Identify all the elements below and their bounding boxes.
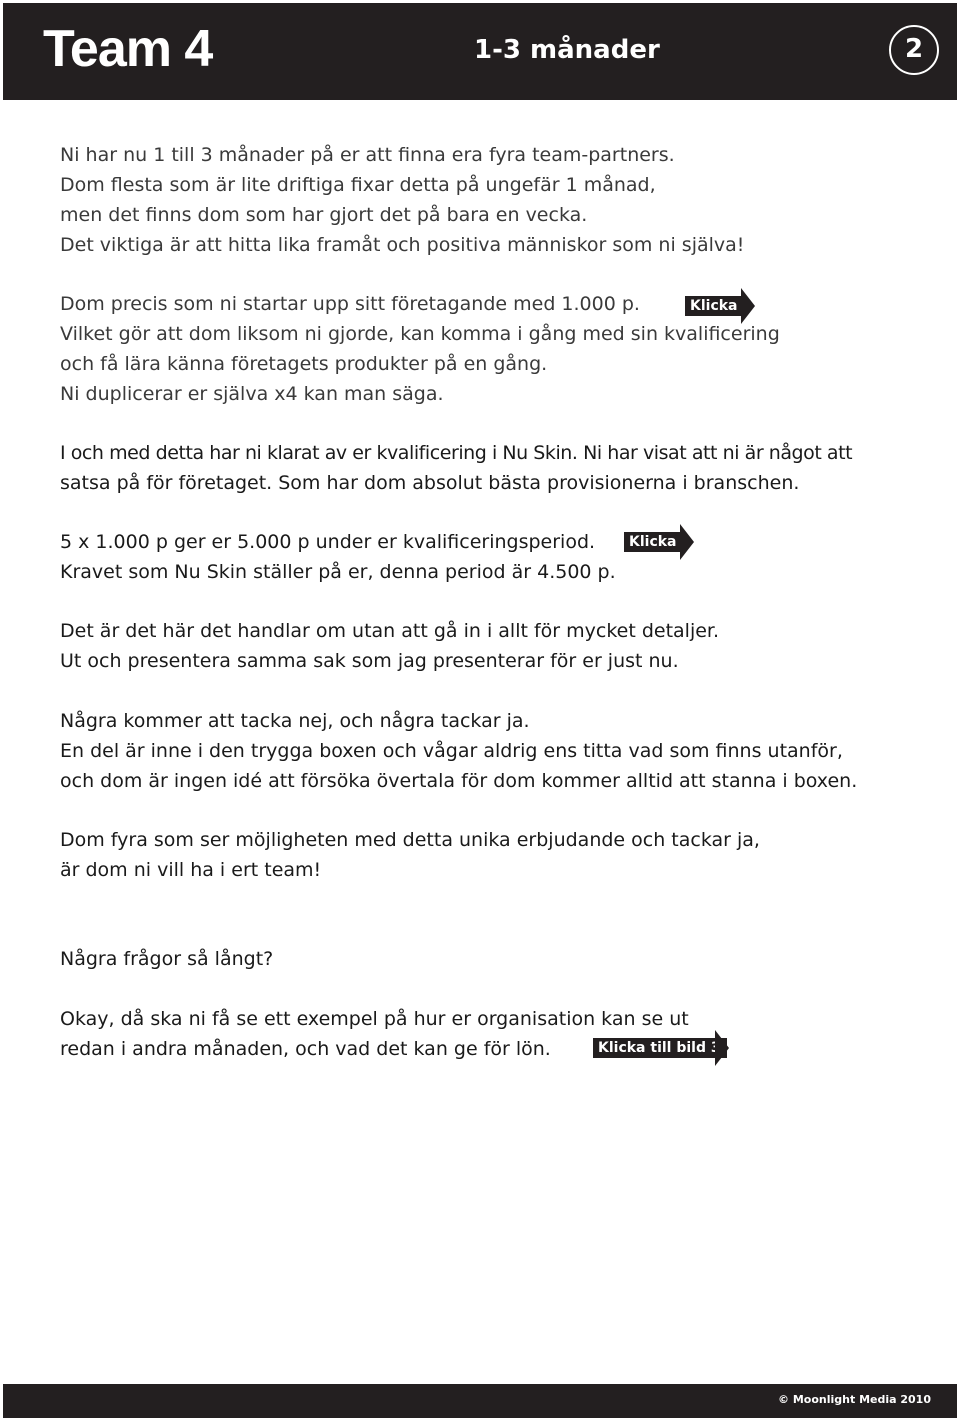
page-number-badge: 2 (889, 25, 939, 75)
page-title: Team 4 (43, 20, 213, 78)
arrow-right-icon (741, 288, 755, 324)
text-line: Okay, då ska ni få se ett exempel på hur er organisation kan se ut (60, 1008, 689, 1030)
paragraph-details (60, 616, 719, 676)
text-line: Ni duplicerar er själva x4 kan man säga. (60, 383, 444, 405)
text-line: Dom flesta som är lite driftiga fixar detta på ungefär 1 månad, (60, 174, 656, 196)
page-subtitle: 1-3 månader (474, 35, 660, 65)
text-line: Dom fyra som ser möjligheten med detta unika erbjudande och tackar ja, (60, 829, 760, 851)
paragraph-qualification (60, 438, 852, 498)
text-line: men det finns dom som har gjort det på bara en vecka. (60, 204, 588, 226)
footer-bar (3, 1384, 957, 1418)
paragraph-questions (60, 944, 273, 974)
text-line: 5 x 1.000 p ger er 5.000 p under er kvalificeringsperiod. (60, 531, 596, 553)
text-line: En del är inne i den trygga boxen och vågar aldrig ens titta vad som finns utanför, (60, 740, 843, 762)
paragraph-team (60, 825, 760, 885)
paragraph-box (60, 706, 857, 796)
text-line: och dom är ingen idé att försöka övertala för dom kommer alltid att stanna i boxen. (60, 770, 858, 792)
text-line: är dom ni vill ha i ert team! (60, 859, 322, 881)
arrow-right-icon (715, 1030, 729, 1066)
text-line: Vilket gör att dom liksom ni gjorde, kan komma i gång med sin kvalificering (60, 323, 780, 345)
text-line: Några frågor så långt? (60, 948, 274, 970)
click-marker-label: Klicka (624, 532, 681, 552)
text-line: I och med detta har ni klarat av er kvalificering i Nu Skin. Ni har visat att ni är något att (60, 442, 853, 464)
paragraph-startup (60, 289, 780, 409)
text-line: satsa på för företaget. Som har dom absolut bästa provisionerna i branschen. (60, 472, 800, 494)
paragraph-intro (60, 140, 744, 260)
arrow-right-icon (680, 524, 694, 560)
text-line: Ni har nu 1 till 3 månader på er att finna era fyra team-partners. (60, 144, 675, 166)
header-bar (3, 3, 957, 100)
paragraph-points (60, 527, 616, 587)
text-line: Kravet som Nu Skin ställer på er, denna period är 4.500 p. (60, 561, 616, 583)
text-line: och få lära känna företagets produkter på en gång. (60, 353, 548, 375)
copyright-text: © Moonlight Media 2010 (778, 1393, 931, 1406)
text-line: Dom precis som ni startar upp sitt företagande med 1.000 p. (60, 293, 640, 315)
click-marker-label: Klicka (685, 296, 742, 316)
text-line: Några kommer att tacka nej, och några tackar ja. (60, 710, 530, 732)
text-line: redan i andra månaden, och vad det kan ge för lön. (60, 1038, 551, 1060)
text-line: Det viktiga är att hitta lika framåt och positiva människor som ni själva! (60, 234, 745, 256)
click-marker-label: Klicka till bild 3 (593, 1038, 727, 1058)
text-line: Ut och presentera samma sak som jag presenterar för er just nu. (60, 650, 679, 672)
text-line: Det är det här det handlar om utan att gå in i allt för mycket detaljer. (60, 620, 720, 642)
